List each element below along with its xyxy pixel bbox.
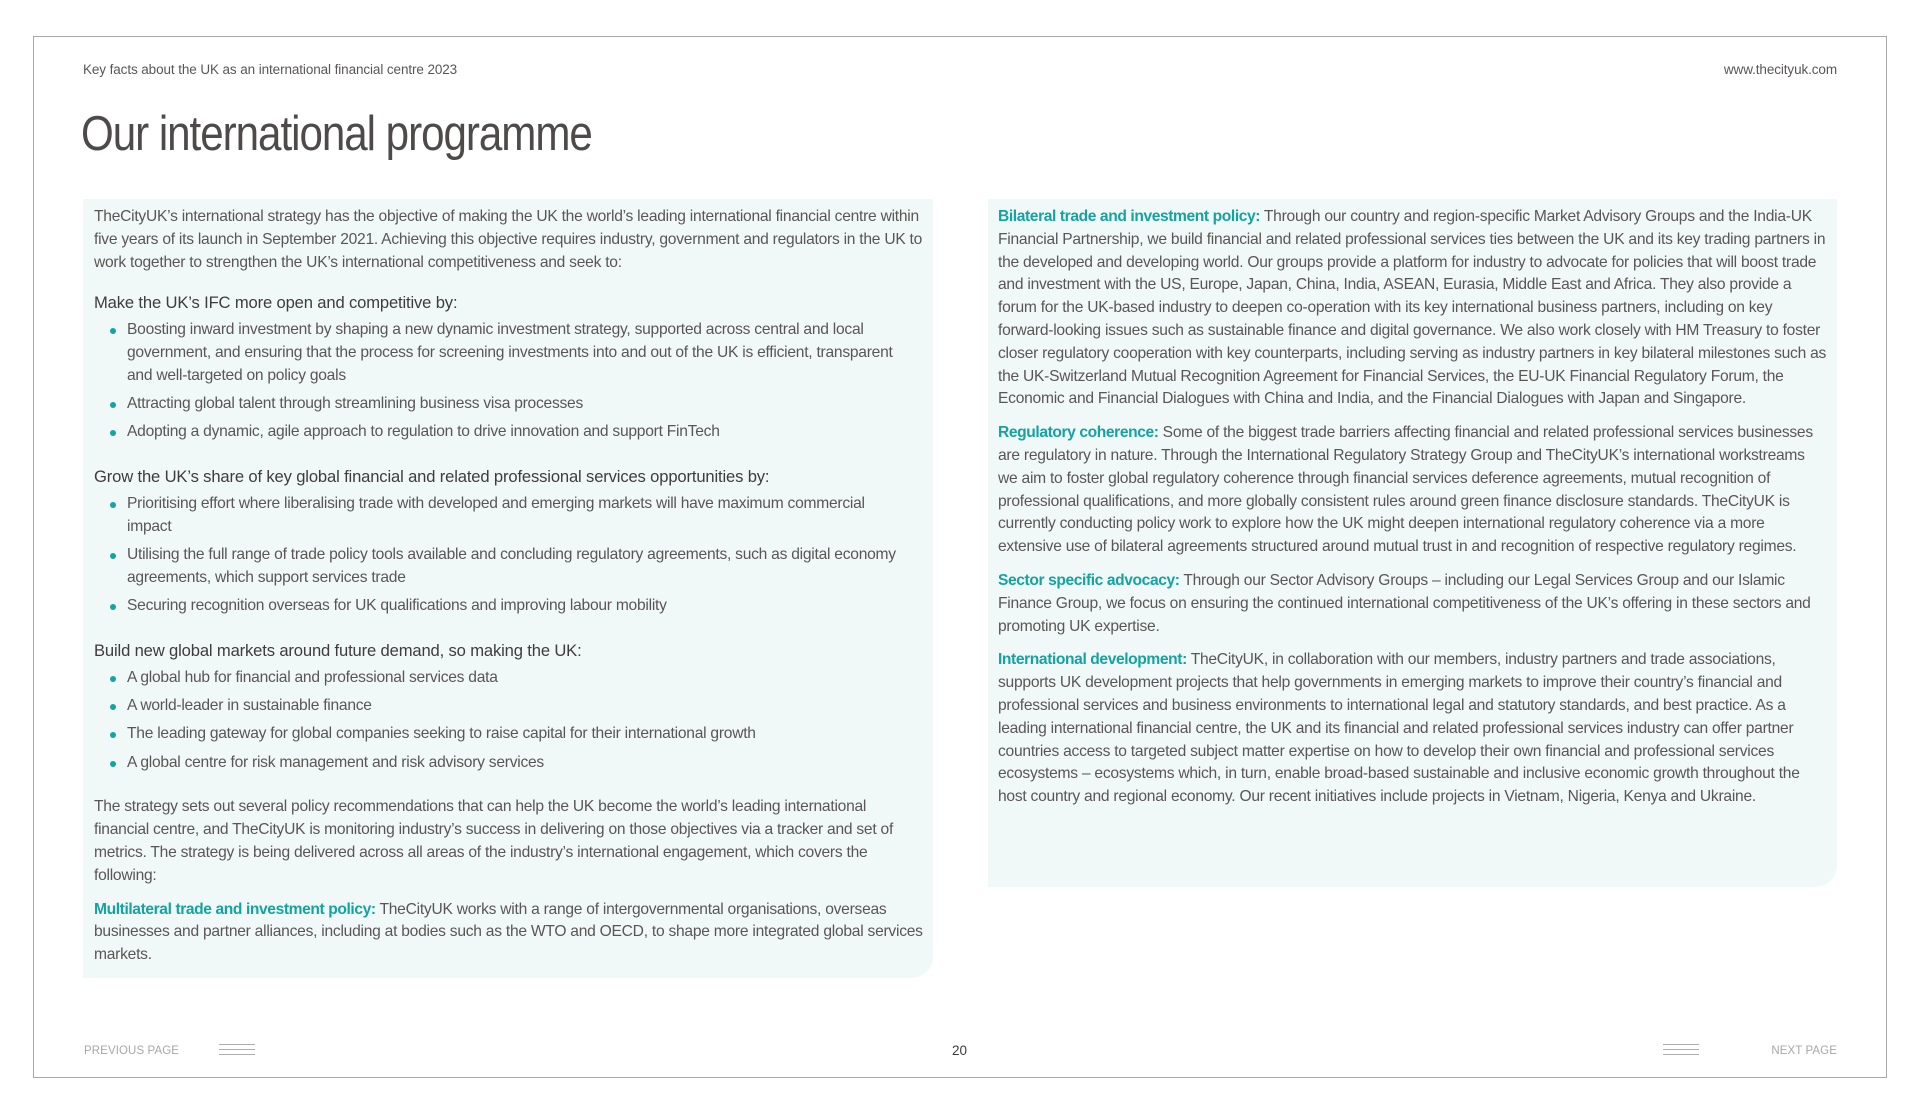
section-new-markets: [94, 640, 923, 774]
list-item: [127, 723, 923, 746]
bullet-dot-icon: [110, 732, 116, 738]
paragraph-text: TheCityUK works with a range of intergovernmental organisations, overseas businesses and partner alliances, including at bodies such as the WTO and OECD, to shape more integrated global services markets.: [94, 900, 923, 964]
section-heading: Make the UK’s IFC more open and competitive by:: [94, 293, 458, 313]
section-heading: Grow the UK’s share of key global financial and related professional services opportunities by:: [94, 467, 770, 487]
bullet-dot-icon: [110, 676, 116, 682]
list-item-text: Utilising the full range of trade policy tools available and concluding regulatory agreements, such as digital economy agreements, which support services trade: [127, 546, 896, 586]
bullet-dot-icon: [110, 402, 116, 408]
engagement-panel: [988, 199, 1837, 887]
regulatory-paragraph: [998, 422, 1827, 559]
list-item-text: Prioritising effort where liberalising trade with developed and emerging markets will have maximum commercial impact: [127, 494, 865, 535]
section-open-competitive: [94, 292, 923, 444]
multilateral-paragraph: [94, 899, 923, 967]
closing-paragraph: The strategy sets out several policy recommendations that can help the UK become the world’s leading international financial centre, and TheCityUK is monitoring industry’s success in delivering on those objectives via a tracker and set of metrics. The strategy is being delivered across all areas of the industry’s international engagement, which covers the following:: [94, 798, 894, 884]
bullet-dot-icon: [110, 328, 116, 334]
paragraph-text: Some of the biggest trade barriers affecting financial and related professional services businesses are regulatory in nature. Through the International Regulatory Strategy Group and TheCityUK’s international workstreams we aim to foster global regulatory coherence through financial services deference agreements, mutual recognition of professional qualifications, and more globally consistent rules around green finance disclosure standards. TheCityUK is currently conducting policy work to explore how the UK might deepen international regulatory coherence via a more extensive use of bilateral agreements structured around mutual trust in and recognition of respective regulatory regimes.: [998, 424, 1813, 556]
bullet-dot-icon: [110, 761, 116, 767]
menu-line: [1663, 1044, 1699, 1045]
intro-paragraph: TheCityUK’s international strategy has the objective of making the UK the world’s leading international financial centre within five years of its launch in September 2021. Achieving this objective requires industry, government and regulators in the UK to work together to strengthen the UK’s international competitiveness and seek to:: [94, 208, 923, 271]
paragraph-lead: Multilateral trade and investment policy:: [94, 900, 376, 918]
list-item: [127, 493, 923, 539]
list-item: [127, 421, 923, 444]
bullet-dot-icon: [110, 704, 116, 710]
bullet-list: [94, 493, 923, 618]
hamburger-menu-icon[interactable]: [1663, 1044, 1699, 1056]
list-item-text: A global centre for risk management and risk advisory services: [127, 753, 544, 771]
publication-title: Key facts about the UK as an international financial centre 2023: [83, 62, 458, 77]
hamburger-menu-icon[interactable]: [219, 1044, 255, 1056]
list-item: [127, 544, 923, 590]
list-item-text: A world-leader in sustainable finance: [127, 697, 372, 715]
paragraph-text: Through our Sector Advisory Groups – including our Legal Services Group and our Islamic Finance Group, we focus on ensuring the continued international competitiveness of the UK’s offering in these sectors and promoting UK expertise.: [998, 571, 1811, 635]
menu-line: [1663, 1049, 1699, 1050]
list-item: [127, 319, 923, 387]
menu-line: [1663, 1054, 1699, 1055]
bullet-dot-icon: [110, 430, 116, 436]
list-item: [127, 695, 923, 718]
list-item: [127, 667, 923, 690]
list-item: [127, 393, 923, 416]
list-item: [127, 595, 923, 618]
menu-line: [219, 1054, 255, 1055]
sector-paragraph: [998, 570, 1827, 638]
bullet-list: [94, 667, 923, 775]
page-number: 20: [952, 1043, 968, 1058]
list-item-text: Attracting global talent through streamlining business visa processes: [127, 395, 584, 413]
paragraph-text: TheCityUK, in collaboration with our members, industry partners and trade associations, supports UK development projects that help governments in emerging markets to improve their country’s financial and professional services and business environments to international legal and statutory standards, and best practice. As a leading international financial centre, the UK and its financial and related professional services industry can offer partner countries access to targeted subject matter expertise on how to develop their own financial and professional services ecosystems – ecosystems which, in turn, enable broad-based sustainable and inclusive economic growth throughout the host country and regional economy. Our recent initiatives include projects in Vietnam, Nigeria, Kenya and Ukraine.: [998, 651, 1800, 806]
paragraph-lead: Regulatory coherence:: [998, 424, 1159, 442]
strategy-panel: [83, 199, 933, 978]
paragraph-lead: International development:: [998, 651, 1187, 669]
paragraph-lead: Sector specific advocacy:: [998, 571, 1180, 589]
section-heading: Build new global markets around future demand, so making the UK:: [94, 640, 582, 660]
bullet-dot-icon: [110, 502, 116, 508]
bullet-list: [94, 319, 923, 444]
section-grow-share: [94, 466, 923, 618]
list-item-text: The leading gateway for global companies seeking to raise capital for their international growth: [127, 725, 756, 743]
menu-line: [219, 1044, 255, 1045]
list-item-text: Securing recognition overseas for UK qualifications and improving labour mobility: [127, 597, 667, 615]
bullet-dot-icon: [110, 553, 116, 559]
development-paragraph: [998, 649, 1827, 809]
previous-page-link[interactable]: PREVIOUS PAGE: [84, 1045, 180, 1057]
list-item-text: Adopting a dynamic, agile approach to regulation to drive innovation and support FinTech: [127, 423, 720, 441]
list-item: [127, 752, 923, 775]
paragraph-text: Through our country and region-specific Market Advisory Groups and the India-UK Financial Partnership, we build financial and related professional services ties between the UK and its key trading partners in the developed and developing world. Our groups provide a platform for industry to advocate for policies that will boost trade and investment with the US, Europe, Japan, China, India, ASEAN, Eurasia, Middle East and Africa. They also provide a forum for the UK-based industry to deepen co-operation with its key international business partners, including on key forward-looking issues such as sustainable finance and digital governance. We also work closely with HM Treasury to foster closer regulatory cooperation with key counterparts, including serving as industry partners in key bilateral milestones such as the UK-Switzerland Mutual Recognition Agreement for Financial Services, the EU-UK Financial Regulatory Forum, the Economic and Financial Dialogues with China and India, and the Financial Dialogues with Japan and Singapore.: [998, 208, 1827, 408]
bullet-dot-icon: [110, 604, 116, 610]
menu-line: [219, 1049, 255, 1050]
list-item-text: A global hub for financial and professional services data: [127, 668, 498, 686]
page-title: Our international programme: [81, 107, 592, 161]
bilateral-paragraph: [998, 206, 1827, 411]
list-item-text: Boosting inward investment by shaping a new dynamic investment strategy, supported across central and local government, and ensuring that the process for screening investments into and out of the UK is efficient, transparent and well-targeted on policy goals: [127, 321, 893, 384]
website-link[interactable]: www.thecityuk.com: [1723, 62, 1837, 77]
next-page-link[interactable]: NEXT PAGE: [1771, 1045, 1837, 1057]
paragraph-lead: Bilateral trade and investment policy:: [998, 208, 1261, 225]
